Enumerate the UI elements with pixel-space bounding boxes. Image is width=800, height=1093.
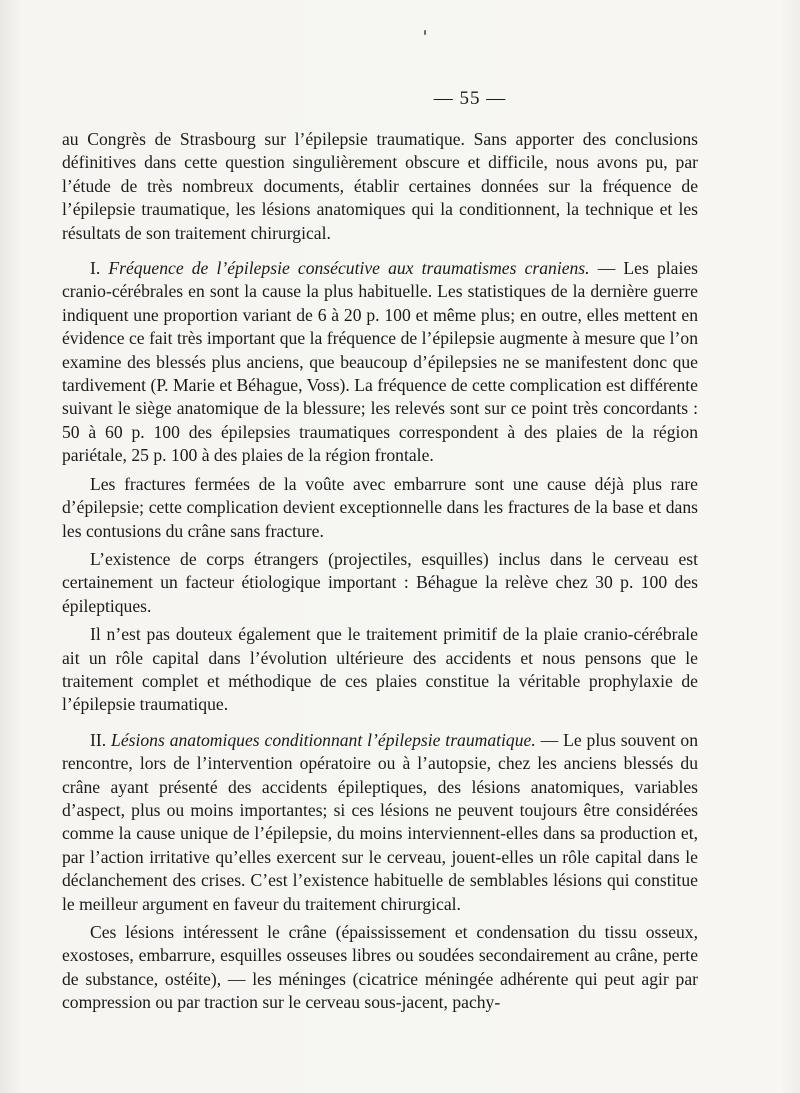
page-number: — 55 — <box>433 88 507 109</box>
section-frequency <box>62 257 698 468</box>
section-anatomical-lesions <box>62 729 698 916</box>
section-heading: Fréquence de l’épilepsie consécutive aux traumatismes craniens. <box>108 258 590 279</box>
section-number: I. <box>90 258 101 279</box>
paragraph-text: au Congrès de Strasbourg sur l’épilepsie traumatique. Sans apporter des conclusions définitives dans cette question singulièrement obscure et difficile, nous avons pu, par l’étude de très nombreux documents, établir certaines données sur la fréquence de l’épilepsie traumatique, les lésions anatomiques qui la conditionnent, la technique et les résultats de son traitement chirurgical. <box>62 129 698 243</box>
paragraph-lesion-sites <box>62 921 698 1015</box>
paragraph-closed-fractures <box>62 473 698 543</box>
body-text <box>62 128 698 1015</box>
paragraph-text: Ces lésions intéressent le crâne (épaississement et condensation du tissu osseux, exostoses, embarrure, esquilles osseuses libres ou soudées secondairement au crâne, perte de substance, ostéite), — les méninges (cicatrice méningée adhérente qui peut agir par compression ou par traction sur le cerveau sous-jacent, pachy- <box>62 922 698 1013</box>
paragraph-text: — Les plaies cranio-cérébrales en sont la cause la plus habituelle. Les statistiques de la dernière guerre indiquent une proportion variant de 6 à 20 p. 100 et même plus; en outre, elles mettent en évidence ce fait très important que la fréquence de l’épilepsie augmente à mesure que l’on examine des blessés plus anciens, que beaucoup d’épilepsies ne se manifestent donc que tardivement (P. Marie et Béhague, Voss). La fréquence de cette complication est différente suivant le siège anatomique de la blessure; les relevés sont sur ce point très concordants : 50 à 60 p. 100 des épilepsies traumatiques correspondent à des plaies de la région pariétale, 25 p. 100 à des plaies de la région frontale. <box>62 258 698 466</box>
paragraph-foreign-bodies <box>62 548 698 618</box>
paragraph-text: — Le plus souvent on rencontre, lors de l’intervention opératoire ou à l’autopsie, chez les anciens blessés du crâne ayant présenté des accidents épileptiques, des lésions anatomiques, variables d’aspect, plus ou moins importantes; si ces lésions ne peuvent toujours être considérées comme la cause unique de l’épilepsie, du moins interviennent-elles dans sa production et, par l’action irritative qu’elles exercent sur le cerveau, jouent-elles un rôle capital dans le déclanchement des crises. C’est l’existence habituelle de semblables lésions qui constitue le meilleur argument en faveur du traitement chirurgical. <box>62 729 698 914</box>
scan-speck <box>424 30 426 35</box>
paragraph-primary-treatment <box>62 623 698 717</box>
paragraph-text: L’existence de corps étrangers (projectiles, esquilles) inclus dans le cerveau est certainement un facteur étiologique important : Béhague la relève chez 30 p. 100 des épileptiques. <box>62 548 698 616</box>
section-heading: Lésions anatomiques conditionnant l’épilepsie traumatique. <box>111 729 536 750</box>
section-number: II. <box>90 729 107 750</box>
paragraph-text: Les fractures fermées de la voûte avec embarrure sont une cause déjà plus rare d’épilepsie; cette complication devient exceptionnelle dans les fractures de la base et dans les contusions du crâne sans fracture. <box>62 473 698 541</box>
paragraph-text: Il n’est pas douteux également que le traitement primitif de la plaie cranio-cérébrale ait un rôle capital dans l’évolution ultérieure des accidents et nous pensons que le traitement complet et méthodique de ces plaies constitue la véritable prophylaxie de l’épilepsie traumatique. <box>62 624 698 715</box>
paragraph-intro-continuation <box>62 128 698 245</box>
